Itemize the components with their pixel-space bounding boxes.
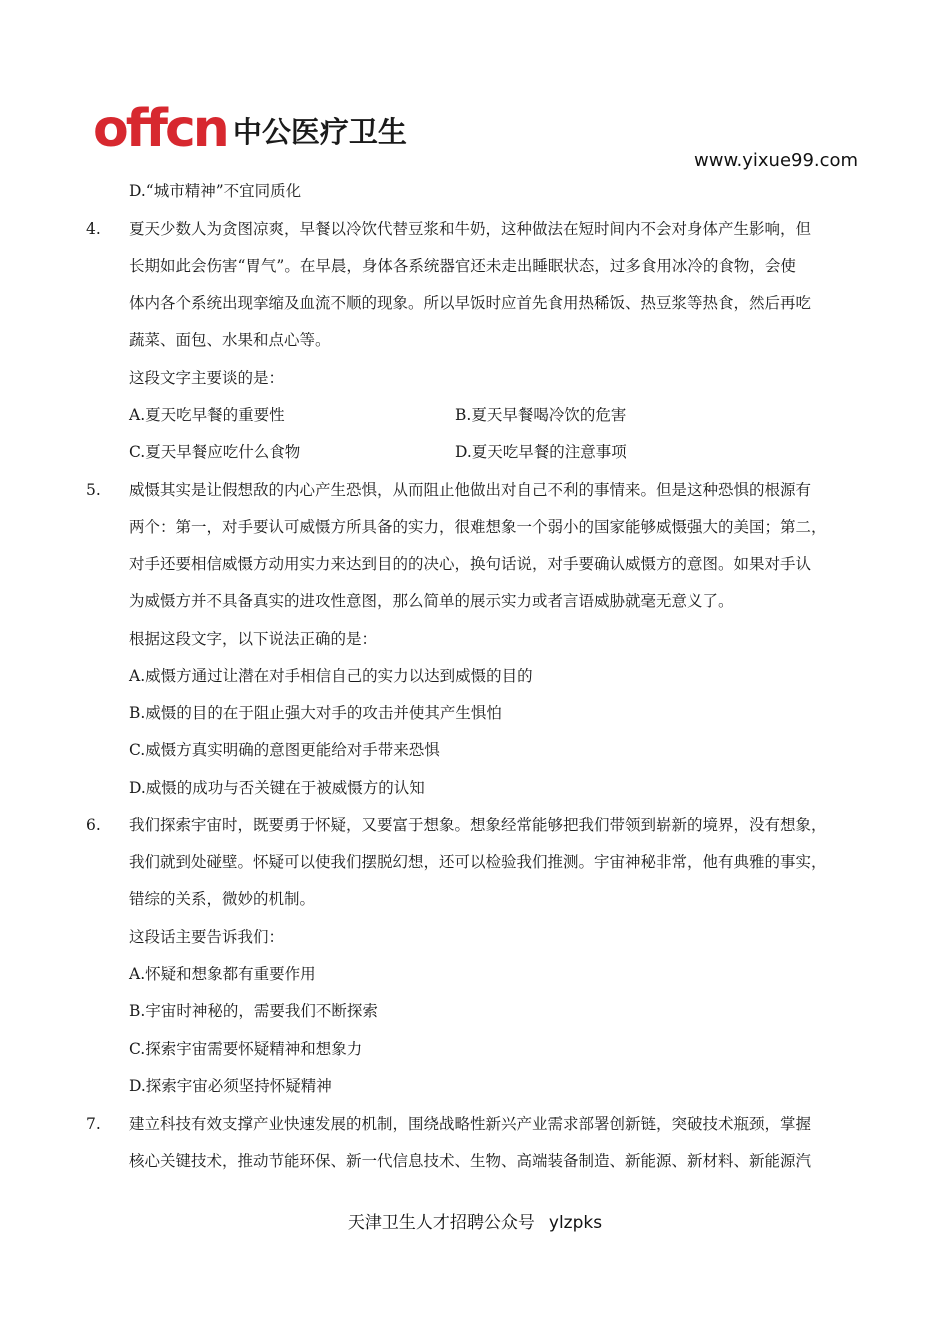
q4-prompt: 这段文字主要谈的是： xyxy=(129,369,285,387)
q5-line-3: 对手还要相信威慑方动用实力来达到目的的决心，换句话说，对手要确认威慑方的意图。如果对手认 xyxy=(129,555,812,573)
logo-latin: offcn xyxy=(93,99,227,159)
q4-option-c: C.夏天早餐应吃什么食物 xyxy=(129,443,301,461)
site-url: www.yixue99.com xyxy=(694,150,859,171)
q5-option-d: D.威慑的成功与否关键在于被威慑方的认知 xyxy=(129,779,425,797)
q5-line-2: 两个：第一，对手要认可威慑方所具备的实力，很难想象一个弱小的国家能够威慑强大的美国；第二， xyxy=(129,518,827,536)
q4-line-1: 夏天少数人为贪图凉爽，早餐以冷饮代替豆浆和牛奶，这种做法在短时间内不会对身体产生影响，但 xyxy=(129,220,812,238)
logo-chinese: 中公医疗卫生 xyxy=(232,115,407,149)
q5-line-4: 为威慑方并不具备真实的进攻性意图，那么简单的展示实力或者言语威胁就毫无意义了。 xyxy=(129,592,734,610)
q6-option-b: B.宇宙时神秘的，需要我们不断探索 xyxy=(129,1002,378,1020)
q6-line-2: 我们就到处碰壁。怀疑可以使我们摆脱幻想，还可以检验我们推测。宇宙神秘非常，他有典雅的事实， xyxy=(129,853,827,871)
q4-line-2: 长期如此会伤害“胃气”。在早晨，身体各系统器官还未走出睡眠状态，过多食用冰冷的食物，会使 xyxy=(129,257,796,275)
q5-option-c: C.威慑方真实明确的意图更能给对手带来恐惧 xyxy=(129,741,440,759)
footer-account: ylzpks xyxy=(548,1213,603,1233)
q6-option-a: A.怀疑和想象都有重要作用 xyxy=(129,965,316,983)
q5-line-1: 威慑其实是让假想敌的内心产生恐惧，从而阻止他做出对自己不利的事情来。但是这种恐惧的根源有 xyxy=(129,481,812,499)
q5-option-a: A.威慑方通过让潜在对手相信自己的实力以达到威慑的目的 xyxy=(129,667,533,685)
q5-option-b: B.威慑的目的在于阻止强大对手的攻击并使其产生惧怕 xyxy=(129,704,502,722)
footer-text: 天津卫生人才招聘公众号 xyxy=(347,1213,535,1233)
q6-number: 6. xyxy=(86,816,101,834)
q7-line-2: 核心关键技术，推动节能环保、新一代信息技术、生物、高端装备制造、新能源、新材料、新能源汽 xyxy=(129,1152,812,1170)
q4-number: 4. xyxy=(86,220,101,238)
q4-line-4: 蔬菜、面包、水果和点心等。 xyxy=(129,331,331,349)
q6-prompt: 这段话主要告诉我们： xyxy=(129,928,285,946)
q6-line-1: 我们探索宇宙时，既要勇于怀疑，又要富于想象。想象经常能够把我们带领到崭新的境界，没有想象， xyxy=(129,816,827,834)
q3-option-d: D.“城市精神”不宜同质化 xyxy=(129,182,302,200)
q6-option-d: D.探索宇宙必须坚持怀疑精神 xyxy=(129,1077,332,1095)
q4-option-d: D.夏天吃早餐的注意事项 xyxy=(455,443,627,461)
q4-line-3: 体内各个系统出现挛缩及血流不顺的现象。所以早饭时应首先食用热稀饭、热豆浆等热食，然后再吃 xyxy=(129,294,812,312)
q5-prompt: 根据这段文字，以下说法正确的是： xyxy=(129,630,378,648)
q7-line-1: 建立科技有效支撑产业快速发展的机制，围绕战略性新兴产业需求部署创新链，突破技术瓶颈，掌握 xyxy=(129,1115,812,1133)
footer xyxy=(0,1208,950,1233)
q5-number: 5. xyxy=(86,481,101,499)
q7-number: 7. xyxy=(86,1115,101,1133)
q6-line-3: 错综的关系，微妙的机制。 xyxy=(129,890,316,908)
q4-option-b: B.夏天早餐喝冷饮的危害 xyxy=(455,406,627,424)
offcn-logo xyxy=(93,99,407,159)
q6-option-c: C.探索宇宙需要怀疑精神和想象力 xyxy=(129,1040,363,1058)
q4-option-a: A.夏天吃早餐的重要性 xyxy=(129,406,285,424)
